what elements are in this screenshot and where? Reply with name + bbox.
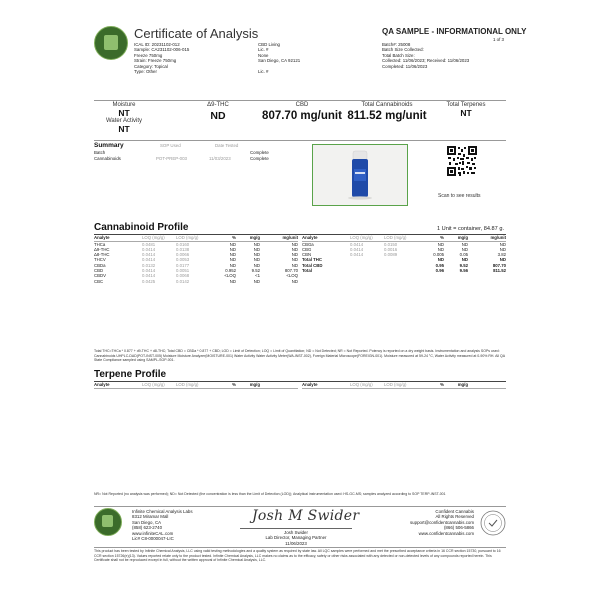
lab-street: 8312 Miramar Mall bbox=[132, 514, 169, 520]
cannabinoid-footnote: Total THC=THCa * 0.877 + d9-THC + d8-THC; Total CBD = CBDa * 0.877 + CBD; LOD = Limit of Detection; LOQ = Limit of Quantitation; ND = Not Detected; NR = Not Reported. Potency is reported on a dry weight basis. Instrumentation and analysis SOPs used: Cannabinoids UHPLC-DAD(POT-INST-005) Moisture Moisture Analyzer(MOISTURE-001) Water Activity Water Activity Meter(WA-INST-002), Foreign Material Microscope(FOREIGN-001). Moisture measured at 59-24 °C, Water Activity measured at 0-90% RH. All QA State Compliance sampled using SAMPL-SOP-001. bbox=[94, 349, 505, 362]
analyte-value bbox=[350, 268, 384, 273]
lab-city: San Diego, CA bbox=[132, 519, 162, 525]
analyte-name: Δ9-THC bbox=[94, 246, 110, 252]
column-header: Analyte bbox=[302, 382, 318, 387]
analyte-name: CBG bbox=[302, 246, 312, 252]
metric-label: Total Terpenes bbox=[446, 102, 486, 108]
terpene-table-right bbox=[302, 382, 506, 389]
client-license: Lic. # bbox=[258, 47, 269, 53]
sample-info bbox=[134, 42, 244, 74]
analyte-value: ND bbox=[437, 246, 444, 252]
analyte-value: ND bbox=[229, 241, 236, 247]
analyte-name: THCV bbox=[94, 257, 106, 263]
analyte-value: ND bbox=[253, 262, 260, 268]
summary-header-sop: SOP Used bbox=[160, 143, 181, 148]
analyte-value: ND bbox=[461, 257, 468, 263]
page-number: 1 of 3 bbox=[493, 37, 504, 42]
signer-name: Josh Swider bbox=[284, 530, 308, 535]
metric-label: Moisture bbox=[112, 102, 136, 108]
client-name: CBD Living bbox=[258, 42, 280, 47]
analyte-value: 0.0132 bbox=[142, 262, 156, 268]
unit-note: 1 Unit = container, 84.87 g. bbox=[436, 226, 504, 232]
analyte-value: ND bbox=[437, 241, 444, 247]
summary-header-date: Date Tested bbox=[215, 143, 239, 148]
analyte-name: Total CBD bbox=[302, 262, 323, 268]
analyte-value: 0.0425 bbox=[142, 278, 156, 284]
category: Category: Topical bbox=[134, 63, 168, 69]
analyte-value: ND bbox=[499, 246, 506, 252]
table-row bbox=[94, 279, 298, 284]
column-header: LOQ (mg/g) bbox=[350, 382, 373, 387]
analyte-value: 0.0160 bbox=[176, 241, 190, 247]
column-header: mg/unit bbox=[490, 235, 506, 240]
analyte-name: CBN bbox=[302, 252, 312, 258]
analyte-value: ND bbox=[291, 241, 298, 247]
cc-email[interactable]: support@confidentcannabis.com bbox=[409, 519, 474, 525]
sample-id: Sample: CA231102-006-015 bbox=[134, 47, 190, 53]
client-address: San Diego, CA 92121 bbox=[258, 58, 301, 64]
summary-row-sop: POT-PREP-003 bbox=[156, 156, 187, 161]
terpene-table-left bbox=[94, 382, 298, 389]
metric-sub-value: NT bbox=[118, 124, 130, 134]
cannabinoid-table-right bbox=[302, 235, 506, 273]
analyte-value: 0.0481 bbox=[142, 241, 156, 247]
lab-logo bbox=[94, 26, 128, 60]
metric-value: 811.52 mg/unit bbox=[347, 110, 427, 122]
analyte-name: CBDV bbox=[94, 273, 106, 279]
metric-cbd bbox=[262, 102, 342, 122]
metric-total-terpenes bbox=[436, 102, 496, 118]
analyte-value: 0.0414 bbox=[142, 273, 156, 279]
analyte-name: CBD bbox=[94, 268, 104, 274]
metric-value: ND bbox=[210, 110, 226, 122]
analyte-value: ND bbox=[461, 241, 468, 247]
analyte-value: <LOQ bbox=[224, 273, 236, 279]
analyte-value: ND bbox=[253, 257, 260, 263]
column-header: LOQ (mg/g) bbox=[142, 235, 165, 240]
metric-total-cannabinoids bbox=[346, 102, 428, 122]
analyte-value: 0.0053 bbox=[176, 257, 190, 263]
footer-bottom-rule bbox=[94, 547, 506, 548]
column-header: LOD (mg/g) bbox=[176, 235, 199, 240]
table-row bbox=[302, 268, 506, 273]
analyte-value: 0.005 bbox=[433, 252, 444, 258]
signer-info bbox=[240, 530, 352, 546]
column-header: mg/unit bbox=[282, 235, 298, 240]
analyte-value: 0.05 bbox=[459, 252, 468, 258]
analyte-value: 0.0142 bbox=[176, 278, 190, 284]
collected-received: Collected: 11/06/2023; Received: 11/06/2023 bbox=[382, 58, 470, 64]
column-header: % bbox=[232, 382, 236, 387]
analyte-value: 0.0177 bbox=[176, 262, 190, 268]
client-info bbox=[258, 42, 358, 74]
analyte-name: CBDa bbox=[94, 262, 106, 268]
coa-title: Certificate of Analysis bbox=[134, 26, 259, 41]
sign-date: 11/06/2023 bbox=[285, 540, 307, 546]
summary-row-name: Batch bbox=[94, 150, 106, 155]
analyte-value: ND bbox=[461, 246, 468, 252]
signer-title: Lab Director, Managing Partner bbox=[265, 535, 327, 541]
analyte-value: ND bbox=[499, 241, 506, 247]
analyte-value: 0.0089 bbox=[384, 252, 398, 258]
product-name: Freeze 750mg bbox=[134, 52, 163, 58]
metrics-top-rule bbox=[94, 100, 506, 101]
analyte-value: ND bbox=[437, 257, 444, 263]
analyte-name: Total THC bbox=[302, 257, 322, 263]
column-header: % bbox=[440, 382, 444, 387]
analyte-value: 0.0414 bbox=[142, 246, 156, 252]
metric-label: Total Cannabinoids bbox=[361, 102, 413, 108]
terpene-profile-title: Terpene Profile bbox=[94, 369, 167, 380]
metric-value: NT bbox=[460, 108, 472, 118]
analyte-value: 0.0051 bbox=[176, 268, 190, 274]
ical-id: ICAL ID: 20231102-012 bbox=[134, 42, 180, 47]
analyte-value: 0.952 bbox=[225, 268, 236, 274]
disclaimer-top: NR= Not Reported (no analysis was performed); ND= Not Detected (the concentration is less than the Limit of Detection (LOD)); Analytical instrumentation used: HS-GC-MS; samples analyzed according to SOP TERP-INST-001 bbox=[94, 492, 446, 496]
cc-website[interactable]: www.confidentcannabis.com bbox=[418, 530, 474, 536]
analyte-value: ND bbox=[253, 252, 260, 258]
metric-label: Δ9-THC bbox=[207, 102, 229, 108]
analyte-name: THCa bbox=[94, 241, 106, 247]
footer-top-rule bbox=[94, 506, 506, 507]
lab-license: Lic# C8-0000047-LIC bbox=[132, 536, 174, 542]
analyte-value: 807.70 bbox=[492, 262, 506, 268]
cannabinoid-right-header-row bbox=[302, 235, 506, 242]
type: Type: Other bbox=[134, 69, 157, 75]
product-bottle-image bbox=[313, 145, 407, 205]
column-header: % bbox=[232, 235, 236, 240]
analyte-value: 0.95 bbox=[435, 262, 444, 268]
qa-banner: QA SAMPLE - INFORMATIONAL ONLY bbox=[382, 27, 527, 36]
analyte-value: 0.0414 bbox=[142, 268, 156, 274]
column-header: LOD (mg/g) bbox=[384, 235, 407, 240]
analyte-value: ND bbox=[499, 257, 506, 263]
analyte-value: ND bbox=[291, 262, 298, 268]
summary-row-status: Complete bbox=[250, 150, 269, 155]
qr-code-icon[interactable] bbox=[447, 146, 477, 176]
analyte-value: 0.0016 bbox=[384, 246, 398, 252]
analyte-value: 811.52 bbox=[493, 268, 506, 274]
analyte-value: ND bbox=[291, 257, 298, 263]
column-header: LOD (mg/g) bbox=[384, 382, 407, 387]
lab-info bbox=[132, 509, 193, 541]
column-header: LOQ (mg/g) bbox=[350, 235, 373, 240]
lab-logo-footer bbox=[94, 508, 122, 536]
analyte-value: <LOQ bbox=[286, 273, 298, 279]
analyte-value: 0.0150 bbox=[384, 241, 398, 247]
product-photo bbox=[312, 144, 408, 206]
analyte-value: 0.0068 bbox=[176, 273, 190, 279]
summary-title: Summary bbox=[94, 142, 124, 149]
cannabinoid-left-header-row bbox=[94, 235, 298, 242]
analyte-value: ND bbox=[229, 252, 236, 258]
column-header: LOD (mg/g) bbox=[176, 382, 199, 387]
cc-seal-icon bbox=[480, 510, 506, 536]
terpene-left-header-row bbox=[94, 382, 298, 389]
column-header: mg/g bbox=[457, 235, 468, 240]
analyte-value: 9.56 bbox=[459, 268, 468, 274]
client-license-value: None bbox=[258, 52, 269, 58]
scan-to-see-results[interactable]: Scan to see results bbox=[438, 193, 481, 199]
analyte-value: <1 bbox=[255, 273, 260, 279]
batch-number: Batch#: 25008 bbox=[382, 42, 411, 47]
analyte-name: Total bbox=[302, 268, 312, 274]
metric-value: 807.70 mg/unit bbox=[262, 110, 342, 122]
cannabinoid-table-left bbox=[94, 235, 298, 284]
analyte-value: 0.0066 bbox=[176, 252, 190, 258]
metric-sub-label: Water Activity bbox=[105, 118, 143, 124]
analyte-value: 807.70 bbox=[284, 268, 298, 274]
cc-name: Confident Cannabis bbox=[435, 509, 474, 514]
analyte-value: ND bbox=[229, 246, 236, 252]
analyte-value: ND bbox=[253, 278, 260, 284]
analyte-value: 0.0414 bbox=[350, 246, 364, 252]
cc-phone: (866) 506-5866 bbox=[443, 525, 474, 531]
metric-value: NT bbox=[118, 108, 130, 118]
cc-info bbox=[410, 509, 474, 536]
disclaimer-bottom: This product has been tested by Infinite Chemical Analysis, LLC using valid testing methodologies and a quality system as required by state law. All LQC samples were performed and met the prescribed acceptance criteria in 16 CCR section 15730, pursuant to 16 CCR section 15726(e)(13). Values reported relate only to the product tested. Infinite Chemical Analysis, LLC makes no claims as to the efficacy, safety or other risks associated with any detected or non-detected levels of any compounds reported herein. This Certificate shall not be reproduced except in full, without the written approval of Infinite Chemical Analysis, LLC. bbox=[94, 549, 501, 562]
signature-line bbox=[240, 528, 352, 529]
batch-size-total: Total Batch Size: bbox=[382, 52, 415, 58]
batch-info bbox=[382, 42, 512, 69]
metric-d9thc bbox=[188, 102, 248, 122]
analyte-value: 0.0414 bbox=[142, 252, 156, 258]
analyte-name: CBC bbox=[94, 278, 104, 284]
cc-rights: All Rights Reserved bbox=[435, 514, 474, 520]
client-license-2: Lic. # bbox=[258, 69, 269, 75]
lab-phone: (858) 623-2740 bbox=[132, 525, 163, 531]
metric-moisture bbox=[94, 102, 154, 134]
analyte-value: 9.52 bbox=[251, 268, 260, 274]
analyte-value: 0.0414 bbox=[350, 241, 364, 247]
metric-label: CBD bbox=[295, 102, 309, 108]
analyte-value: 0.0138 bbox=[176, 246, 190, 252]
column-header: % bbox=[440, 235, 444, 240]
analyte-value: 3.82 bbox=[497, 252, 506, 258]
lab-website[interactable]: www.infiniteCAL.com bbox=[132, 530, 174, 536]
column-header: mg/g bbox=[249, 235, 260, 240]
metrics-bottom-rule bbox=[94, 140, 506, 141]
column-header: Analyte bbox=[94, 382, 110, 387]
analyte-value: ND bbox=[229, 257, 236, 263]
analyte-name: Δ8-THC bbox=[94, 252, 110, 258]
analyte-name: CBGa bbox=[302, 241, 314, 247]
terpene-right-header-row bbox=[302, 382, 506, 389]
analyte-value: ND bbox=[291, 252, 298, 258]
analyte-value: 0.96 bbox=[435, 268, 444, 274]
analyte-value: 9.52 bbox=[459, 262, 468, 268]
batch-size-collected: Batch Size Collected: bbox=[382, 47, 424, 53]
analyte-value: ND bbox=[229, 278, 236, 284]
analyte-value: ND bbox=[253, 246, 260, 252]
analyte-value: ND bbox=[229, 262, 236, 268]
strain: Strain: Freeze 750mg bbox=[134, 58, 177, 64]
analyte-value: 0.0414 bbox=[350, 252, 364, 258]
analyte-value: ND bbox=[253, 241, 260, 247]
signature-image: Josh M Swider bbox=[252, 508, 360, 524]
summary-row-status: Complete bbox=[250, 156, 269, 161]
column-header: mg/g bbox=[249, 382, 260, 387]
completed-date: Completed: 11/06/2023 bbox=[382, 63, 428, 69]
lab-name: Infinite Chemical Analysis Labs bbox=[132, 509, 193, 514]
analyte-value: 0.0414 bbox=[142, 257, 156, 263]
summary-row-name: Cannabinoids bbox=[94, 156, 121, 161]
column-header: Analyte bbox=[302, 235, 318, 240]
analyte-value bbox=[384, 268, 418, 273]
column-header: LOQ (mg/g) bbox=[142, 382, 165, 387]
analyte-value: ND bbox=[291, 278, 298, 284]
analyte-value: ND bbox=[291, 246, 298, 252]
summary-row-date: 11/03/2023 bbox=[209, 156, 231, 161]
column-header: mg/g bbox=[457, 382, 468, 387]
column-header: Analyte bbox=[94, 235, 110, 240]
cannabinoid-profile-title: Cannabinoid Profile bbox=[94, 222, 189, 233]
